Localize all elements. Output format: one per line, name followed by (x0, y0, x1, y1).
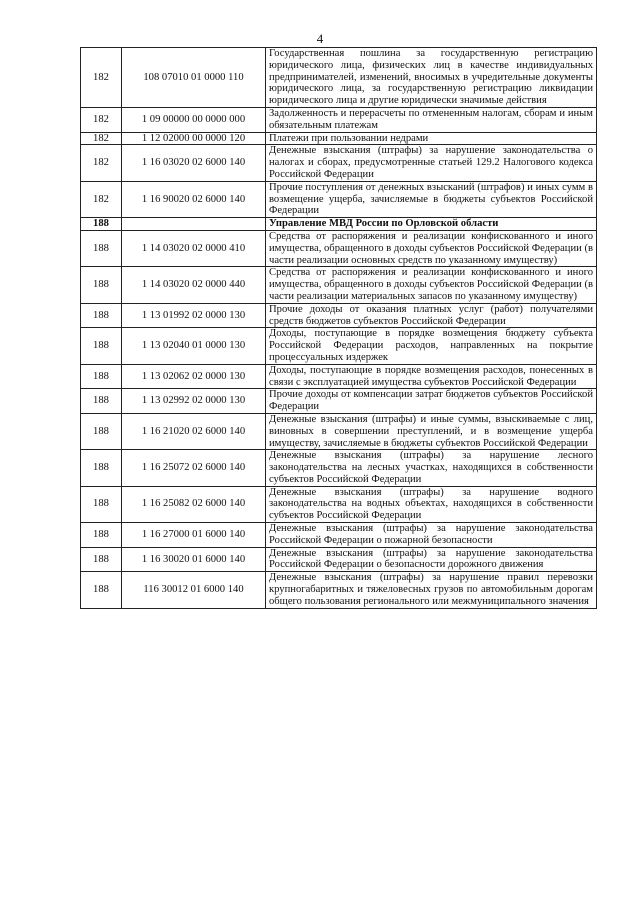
admin-code-cell: 188 (81, 486, 122, 522)
budget-code-cell: 1 16 21020 02 6000 140 (122, 413, 266, 449)
admin-code-cell: 182 (81, 181, 122, 217)
budget-code-cell: 1 16 03020 02 6000 140 (122, 145, 266, 181)
budget-code-cell: 1 12 02000 00 0000 120 (122, 132, 266, 145)
budget-code-cell: 1 16 27000 01 6000 140 (122, 523, 266, 548)
income-name-cell: Прочие доходы от компенсации затрат бюджетов субъектов Российской Федерации (266, 389, 597, 414)
income-name-cell: Денежные взыскания (штрафы) и иные суммы, взыскиваемые с лиц, виновных в совершении преступлений, и в возмещение ущерба имуществу, зачисляемые в бюджеты субъектов Российской Федерации (266, 413, 597, 449)
income-name-cell: Денежные взыскания (штрафы) за нарушение лесного законодательства на лесных участках, находящихся в собственности субъектов Российской Федерации (266, 450, 597, 486)
admin-code-cell: 188 (81, 267, 122, 303)
admin-code-cell: 188 (81, 572, 122, 608)
income-name-cell: Управление МВД России по Орловской области (266, 218, 597, 231)
table-row (81, 48, 597, 108)
income-name-cell: Денежные взыскания (штрафы) за нарушение законодательства о налогах и сборах, предусмотренные статьей 129.2 Налогового кодекса Российской Федерации (266, 145, 597, 181)
income-name-cell: Прочие поступления от денежных взысканий (штрафов) и иных сумм в возмещение ущерба, зачисляемые в бюджеты субъектов Российской Федерации (266, 181, 597, 217)
table-row (81, 132, 597, 145)
admin-code-cell: 182 (81, 107, 122, 132)
table-row (81, 486, 597, 522)
budget-code-cell: 1 16 30020 01 6000 140 (122, 547, 266, 572)
income-name-cell: Денежные взыскания (штрафы) за нарушение законодательства Российской Федерации о безопасности дорожного движения (266, 547, 597, 572)
admin-code-cell: 188 (81, 303, 122, 328)
income-name-cell: Денежные взыскания (штрафы) за нарушение законодательства Российской Федерации о пожарной безопасности (266, 523, 597, 548)
income-name-cell: Прочие доходы от оказания платных услуг (работ) получателями средств бюджетов субъектов Российской Федерации (266, 303, 597, 328)
admin-code-cell: 188 (81, 547, 122, 572)
budget-code-cell: 1 13 02992 02 0000 130 (122, 389, 266, 414)
table-body (81, 48, 597, 609)
admin-code-cell: 182 (81, 48, 122, 108)
admin-code-cell: 188 (81, 364, 122, 389)
admin-code-cell: 188 (81, 328, 122, 364)
admin-code-cell: 188 (81, 413, 122, 449)
budget-code-cell: 116 30012 01 6000 140 (122, 572, 266, 608)
table-row (81, 107, 597, 132)
table-row (81, 389, 597, 414)
table-row (81, 413, 597, 449)
revenue-codes-table (80, 47, 597, 609)
income-name-cell: Денежные взыскания (штрафы) за нарушение водного законодательства на водных объектах, находящихся в собственности субъектов Российской Федерации (266, 486, 597, 522)
admin-code-cell: 188 (81, 523, 122, 548)
income-name-cell: Государственная пошлина за государственную регистрацию юридического лица, физических лиц в качестве индивидуальных предпринимателей, изменений, вносимых в учредительные документы юридического лица, за государственную регистрацию ликвидации юридического лица и другие юридически значимые действия (266, 48, 597, 108)
table-row (81, 572, 597, 608)
table-row (81, 364, 597, 389)
table-row (81, 523, 597, 548)
table-row (81, 328, 597, 364)
table-row (81, 547, 597, 572)
admin-code-cell: 182 (81, 145, 122, 181)
table-row (81, 145, 597, 181)
budget-code-cell: 1 13 02040 01 0000 130 (122, 328, 266, 364)
income-name-cell: Платежи при пользовании недрами (266, 132, 597, 145)
table-row (81, 230, 597, 266)
admin-code-cell: 182 (81, 132, 122, 145)
income-name-cell: Денежные взыскания (штрафы) за нарушение правил перевозки крупногабаритных и тяжеловесных грузов по автомобильным дорогам общего пользования регионального или межмуниципального значения (266, 572, 597, 608)
budget-code-cell: 1 16 25072 02 6000 140 (122, 450, 266, 486)
budget-code-cell (122, 218, 266, 231)
budget-code-cell: 1 16 90020 02 6000 140 (122, 181, 266, 217)
budget-code-cell: 1 13 01992 02 0000 130 (122, 303, 266, 328)
budget-code-cell: 1 09 00000 00 0000 000 (122, 107, 266, 132)
income-name-cell: Средства от распоряжения и реализации конфискованного и иного имущества, обращенного в доходы субъектов Российской Федерации (в части реализации основных средств по указанному имуществу) (266, 230, 597, 266)
budget-code-cell: 108 07010 01 0000 110 (122, 48, 266, 108)
income-name-cell: Доходы, поступающие в порядке возмещения расходов, понесенных в связи с эксплуатацией имущества субъектов Российской Федерации (266, 364, 597, 389)
budget-code-cell: 1 13 02062 02 0000 130 (122, 364, 266, 389)
budget-code-cell: 1 16 25082 02 6000 140 (122, 486, 266, 522)
income-name-cell: Средства от распоряжения и реализации конфискованного и иного имущества, обращенного в доходы субъектов Российской Федерации (в части реализации материальных запасов по указанному имуществу) (266, 267, 597, 303)
section-header-row (81, 218, 597, 231)
table-row (81, 303, 597, 328)
table-row (81, 450, 597, 486)
budget-code-cell: 1 14 03020 02 0000 440 (122, 267, 266, 303)
admin-code-cell: 188 (81, 450, 122, 486)
table-row (81, 181, 597, 217)
admin-code-cell: 188 (81, 389, 122, 414)
admin-code-cell: 188 (81, 218, 122, 231)
admin-code-cell: 188 (81, 230, 122, 266)
page-number: 4 (316, 31, 324, 46)
budget-code-cell: 1 14 03020 02 0000 410 (122, 230, 266, 266)
income-name-cell: Доходы, поступающие в порядке возмещения бюджету субъекта Российской Федерации расходов, направленных на покрытие процессуальных издержек (266, 328, 597, 364)
income-name-cell: Задолженность и перерасчеты по отмененным налогам, сборам и иным обязательным платежам (266, 107, 597, 132)
table-row (81, 267, 597, 303)
